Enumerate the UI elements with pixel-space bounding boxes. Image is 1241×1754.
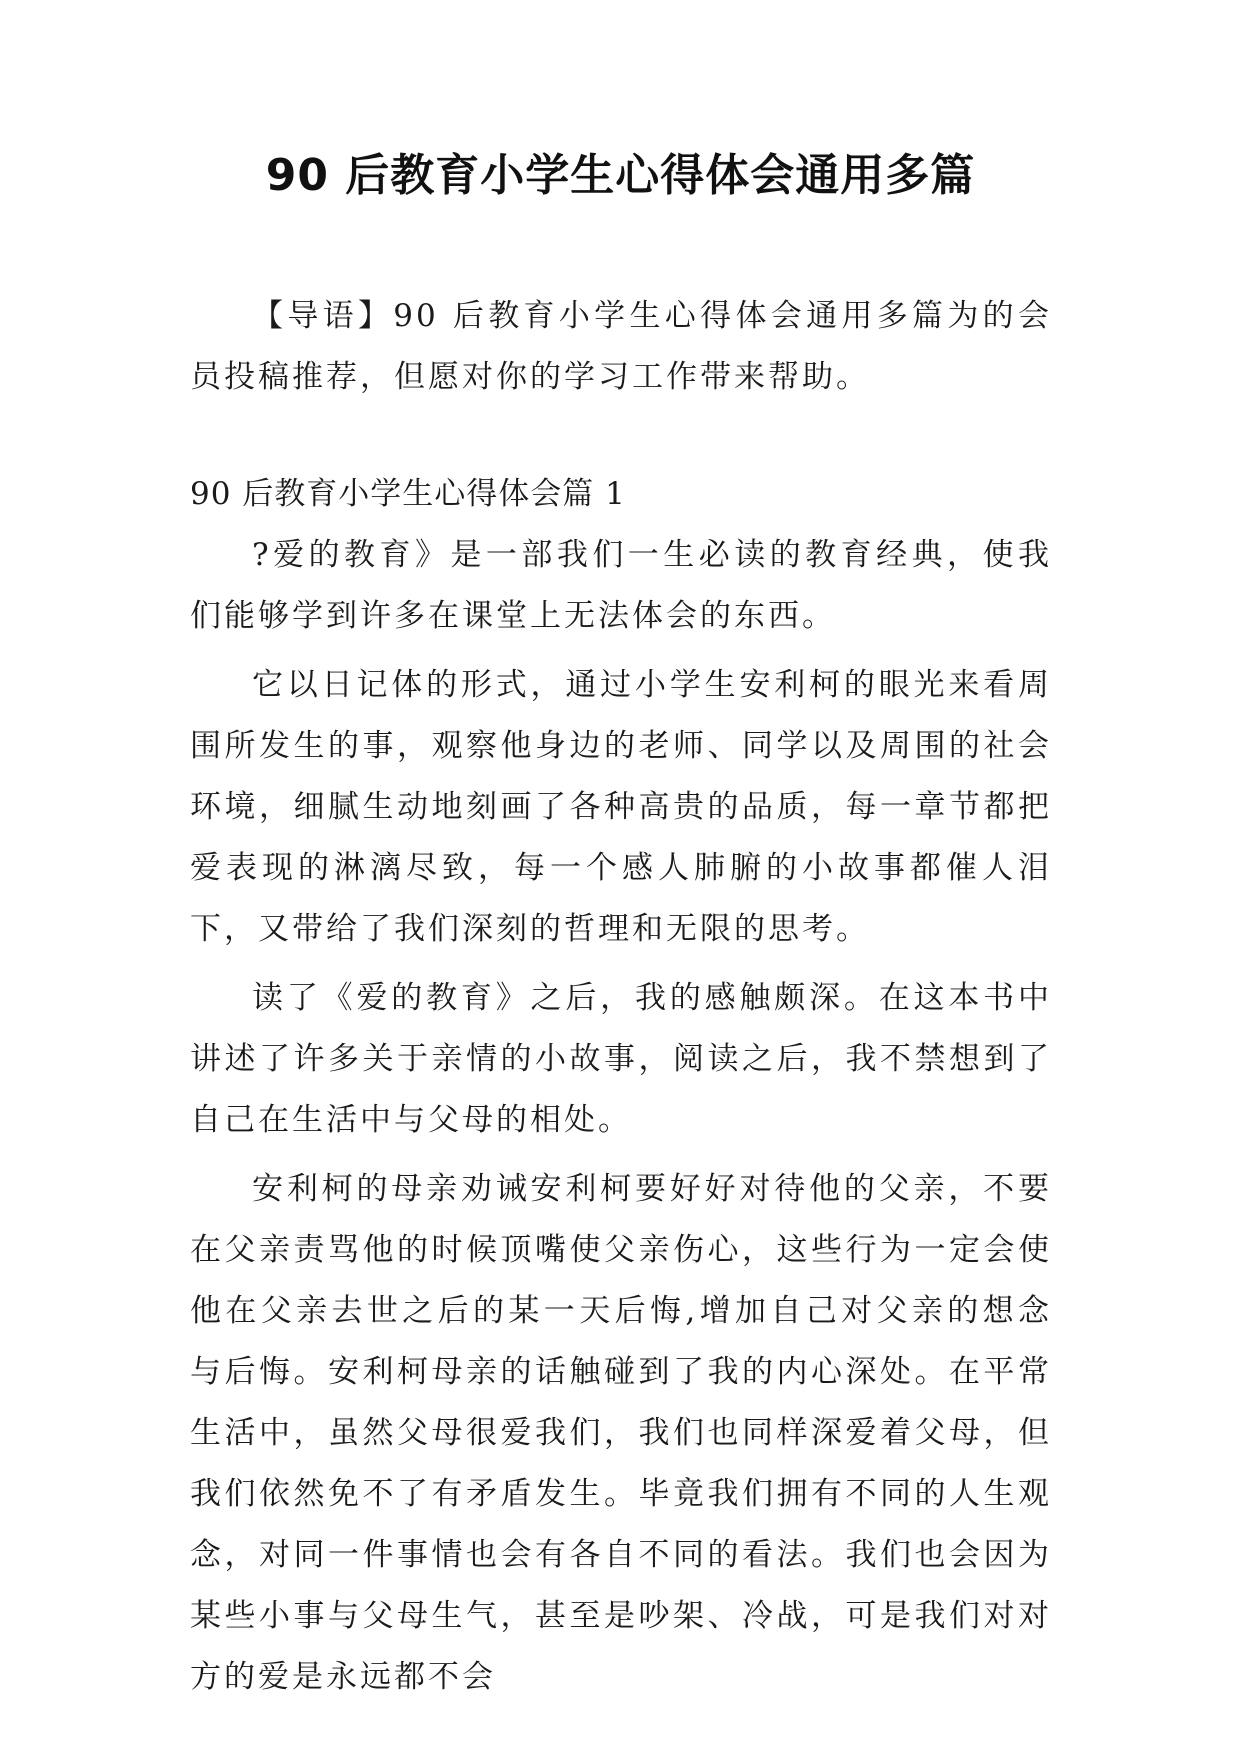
- body-paragraph: 安利柯的母亲劝诫安利柯要好好对待他的父亲，不要在父亲责骂他的时候顶嘴使父亲伤心，这些行为一定会使他在父亲去世之后的某一天后悔,增加自己对父亲的想念与后悔。安利柯母亲的话触碰到了我的内心深处。在平常生活中，虽然父母很爱我们，我们也同样深爱着父母，但我们依然免不了有矛盾发生。毕竟我们拥有不同的人生观念，对同一件事情也会有各自不同的看法。我们也会因为某些小事与父母生气，甚至是吵架、冷战，可是我们对对方的爱是永远都不会: [190, 1171, 1052, 1695]
- document-body: [190, 286, 1052, 1708]
- body-paragraph: ?爱的教育》是一部我们一生必读的教育经典，使我们能够学到许多在课堂上无法体会的东西。: [190, 537, 1052, 634]
- document-title: 90 后教育小学生心得体会通用多篇: [265, 150, 976, 201]
- body-paragraph: 它以日记体的形式，通过小学生安利柯的眼光来看周围所发生的事，观察他身边的老师、同学以及周围的社会环境，细腻生动地刻画了各种高贵的品质，每一章节都把爱表现的淋漓尽致，每一个感人肺腑的小故事都催人泪下，又带给了我们深刻的哲理和无限的思考。: [190, 667, 1052, 947]
- body-paragraph: 读了《爱的教育》之后，我的感触颇深。在这本书中讲述了许多关于亲情的小故事，阅读之后，我不禁想到了自己在生活中与父母的相处。: [190, 980, 1052, 1138]
- lead-paragraph: 【导语】90 后教育小学生心得体会通用多篇为的会员投稿推荐，但愿对你的学习工作带来帮助。: [190, 298, 1052, 395]
- section-heading: 90 后教育小学生心得体会篇 1: [190, 476, 626, 512]
